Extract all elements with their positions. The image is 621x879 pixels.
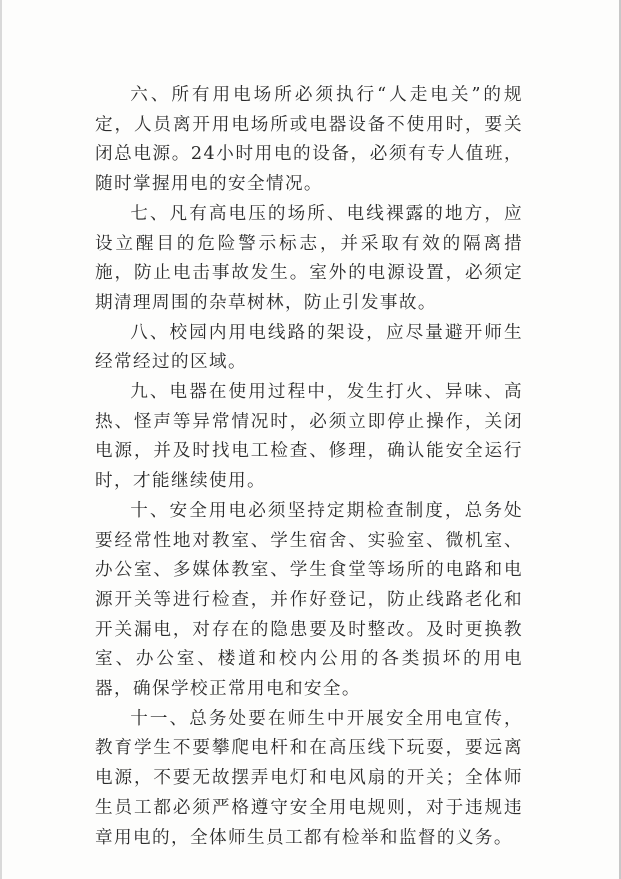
document-body: [95, 81, 523, 853]
paragraph-rule-8: 八、校园内用电线路的架设，应尽量避开师生经常经过的区域。: [95, 322, 523, 373]
scan-edge-left: [0, 0, 2, 879]
paragraph-rule-7: 七、凡有高电压的场所、电线裸露的地方，应设立醒目的危险警示标志，并采取有效的隔离措施，防止电击事故发生。室外的电源设置，必须定期清理周围的杂草树林，防止引发事故。: [95, 203, 523, 313]
paragraph-rule-6: 六、所有用电场所必须执行“人走电关”的规定，人员离开用电场所或电器设备不使用时，要关闭总电源。24小时用电的设备，必须有专人值班，随时掌握用电的安全情况。: [95, 85, 523, 195]
paragraph-rule-10: 十、安全用电必须坚持定期检查制度，总务处要经常性地对教室、学生宿舍、实验室、微机室、办公室、多媒体教室、学生食堂等场所的电路和电源开关等进行检查，并作好登记，防止线路老化和开关漏电，对存在的隐患要及时整改。及时更换教室、办公室、楼道和校内公用的各类损坏的用电器，确保学校正常用电和安全。: [95, 500, 523, 700]
paragraph-rule-9: 九、电器在使用过程中，发生打火、异味、高热、怪声等异常情况时，必须立即停止操作，关闭电源，并及时找电工检查、修理，确认能安全运行时，才能继续使用。: [95, 382, 523, 492]
paragraph-rule-11: 十一、总务处要在师生中开展安全用电宣传，教育学生不要攀爬电杆和在高压线下玩耍，要远离电源，不要无故摆弄电灯和电风扇的开关；全体师生员工都必须严格遵守安全用电规则，对于违规违章用电的，全体师生员工都有检举和监督的义务。: [95, 708, 523, 848]
